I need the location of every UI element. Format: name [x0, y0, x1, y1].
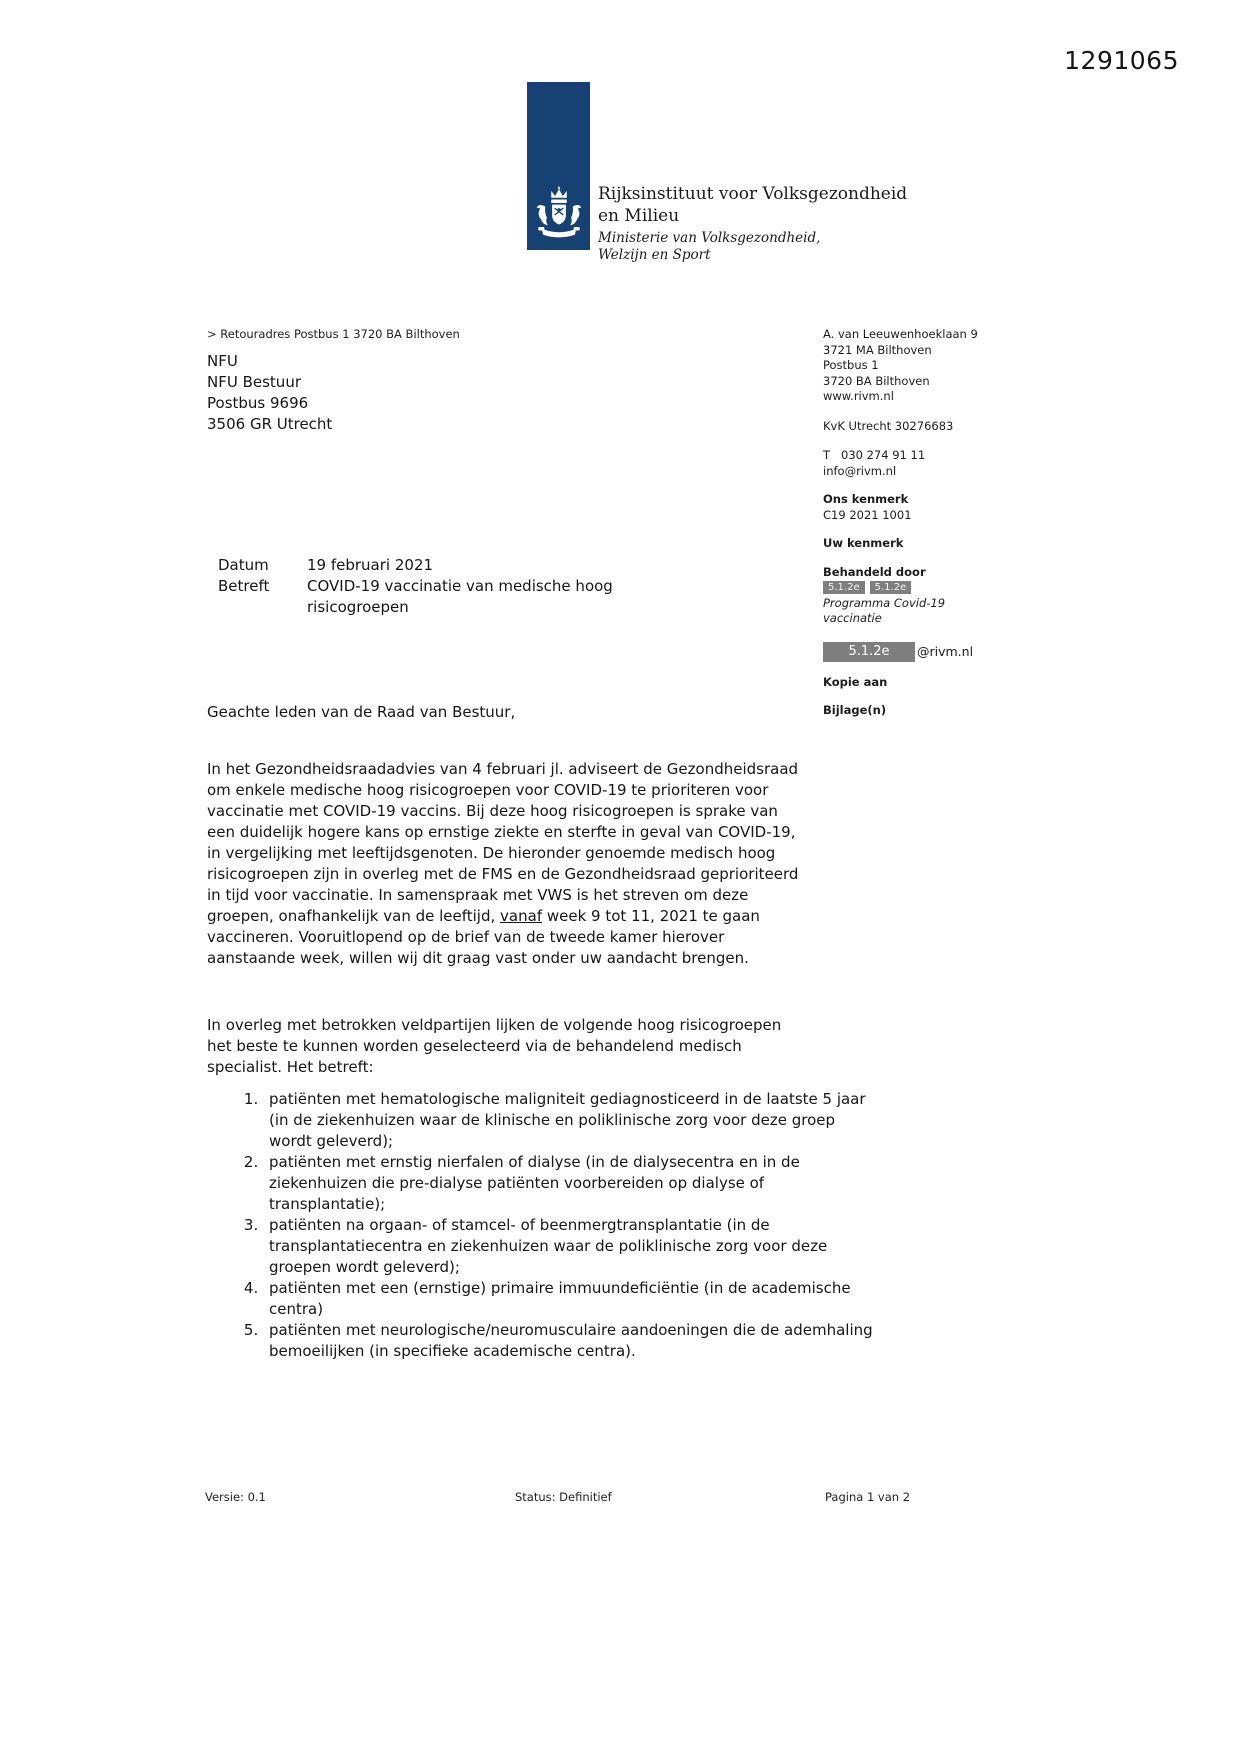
programma-line2: vaccinatie — [823, 611, 882, 625]
paragraph-advies-text-continued: week 9 tot 11, 2021 te gaan vaccineren. Vooruitlopend op de brief van de tweede kamer hierover aanstaande week, willen wij dit graag vast onder uw aandacht brengen. — [207, 907, 760, 967]
list-item: 1. patiënten met hematologische maligniteit gediagnosticeerd in de laatste 5 jaar (in de ziekenhuizen waar de klinische en poliklinische zorg voor deze groep wordt geleverd); — [263, 1089, 873, 1152]
page-number-label: Pagina 1 van 2 — [825, 1490, 911, 1504]
ministry-line2: Welzijn en Sport — [598, 247, 711, 263]
datum-label: Datum — [218, 556, 269, 574]
ons-kenmerk-value: C19 2021 1001 — [823, 507, 912, 522]
bijlagen-label: Bijlage(n) — [823, 703, 887, 717]
redaction-box: 5.1.2e — [823, 642, 915, 662]
recipient-address-block — [207, 351, 332, 435]
ons-kenmerk-label: Ons kenmerk — [823, 492, 909, 506]
programma-line1: Programma Covid-19 — [823, 595, 946, 610]
uw-kenmerk-label: Uw kenmerk — [823, 536, 904, 550]
rivm-crest-icon — [533, 184, 585, 246]
paragraph-advies — [207, 759, 808, 969]
return-address-line: > Retouradres Postbus 1 3720 BA Bilthoven — [207, 327, 460, 341]
behandeld-door-label: Behandeld door — [823, 564, 926, 579]
list-item: 2. patiënten met ernstig nierfalen of dialyse (in de dialysecentra en in de ziekenhuizen die pre-dialyse patiënten voorbereiden op dialyse of transplantatie); — [263, 1152, 873, 1215]
letter-meta-block — [218, 555, 652, 618]
phone-line — [823, 448, 1023, 464]
betreft-label: Betreft — [218, 577, 270, 595]
sender-address-line: 3720 BA Bilthoven — [823, 373, 930, 388]
sender-website: www.rivm.nl — [823, 389, 894, 403]
phone-label: T — [823, 448, 831, 462]
org-name-line1: Rijksinstituut voor Volksgezondheid — [598, 184, 908, 204]
redacted-email-row — [823, 642, 1023, 662]
recipient-line: Postbus 9696 — [207, 394, 309, 412]
letterhead-sidebar — [823, 327, 1023, 719]
risk-group-list — [207, 1089, 873, 1362]
underlined-word: vanaf — [500, 907, 543, 925]
kopie-aan-label: Kopie aan — [823, 674, 888, 689]
redaction-box: 5.1.2e — [823, 581, 865, 594]
betreft-row — [218, 576, 652, 618]
status-label: Status: Definitief — [515, 1490, 612, 1504]
sender-address-line: 3721 MA Bilthoven — [823, 342, 932, 357]
sender-email: info@rivm.nl — [823, 463, 897, 478]
datum-value: 19 februari 2021 — [307, 556, 434, 574]
paragraph-veldpartijen: In overleg met betrokken veldpartijen lijken de volgende hoog risicogroepen het beste te kunnen worden geselecteerd via de behandelend medisch specialist. Het betreft: — [207, 1016, 782, 1076]
salutation: Geachte leden van de Raad van Bestuur, — [207, 703, 516, 721]
paragraph-advies-text: In het Gezondheidsraadadvies van 4 februari jl. adviseert de Gezondheidsraad om enkele medische hoog risicogroepen voor COVID-19 te prioriteren voor vaccinatie met COVID-19 vaccins. Bij deze hoog risicogroepen is sprake van een duidelijk hogere kans op ernstige ziekte en sterfte in geval van COVID-19, in vergelijking met leeftijdsgenoten. De hieronder genoemde medisch hoog risicogroepen zijn in overleg met de FMS en de Gezondheidsraad geprioriteerd in tijd voor vaccinatie. In samenspraak met VWS is het streven om deze groepen, onafhankelijk van de leeftijd, — [207, 760, 799, 925]
list-item: 3. patiënten na orgaan- of stamcel- of beenmergtransplantatie (in de transplantatiecentra en ziekenhuizen waar de poliklinische zorg voor deze groepen wordt geleverd); — [263, 1215, 873, 1278]
recipient-line: 3506 GR Utrecht — [207, 415, 333, 433]
org-name-line2: en Milieu — [598, 206, 680, 226]
logo-blue-banner — [527, 82, 590, 250]
recipient-line: NFU — [207, 352, 238, 370]
redaction-row — [823, 580, 1023, 596]
logo-wordmark — [598, 183, 918, 264]
list-item: 5. patiënten met neurologische/neuromusculaire aandoeningen die de ademhaling bemoeilijken (in specifieke academische centra). — [263, 1320, 873, 1362]
datum-row — [218, 555, 652, 576]
document-number: 1291065 — [1064, 46, 1179, 75]
phone-number: 030 274 91 11 — [841, 448, 926, 462]
list-item: 4. patiënten met een (ernstige) primaire immuundeficiëntie (in de academische centra) — [263, 1278, 873, 1320]
sender-address-line: Postbus 1 — [823, 358, 879, 372]
recipient-line: NFU Bestuur — [207, 373, 301, 391]
betreft-value: COVID-19 vaccinatie van medische hoog risicogroepen — [307, 577, 613, 616]
ministry-line1: Ministerie van Volksgezondheid, — [598, 230, 821, 246]
version-label: Versie: 0.1 — [205, 1490, 266, 1504]
redacted-email-suffix: @rivm.nl — [917, 643, 974, 659]
kvk-number: KvK Utrecht 30276683 — [823, 418, 954, 433]
redaction-box: 5.1.2e — [870, 581, 912, 594]
sender-address-line: A. van Leeuwenhoeklaan 9 — [823, 327, 978, 341]
